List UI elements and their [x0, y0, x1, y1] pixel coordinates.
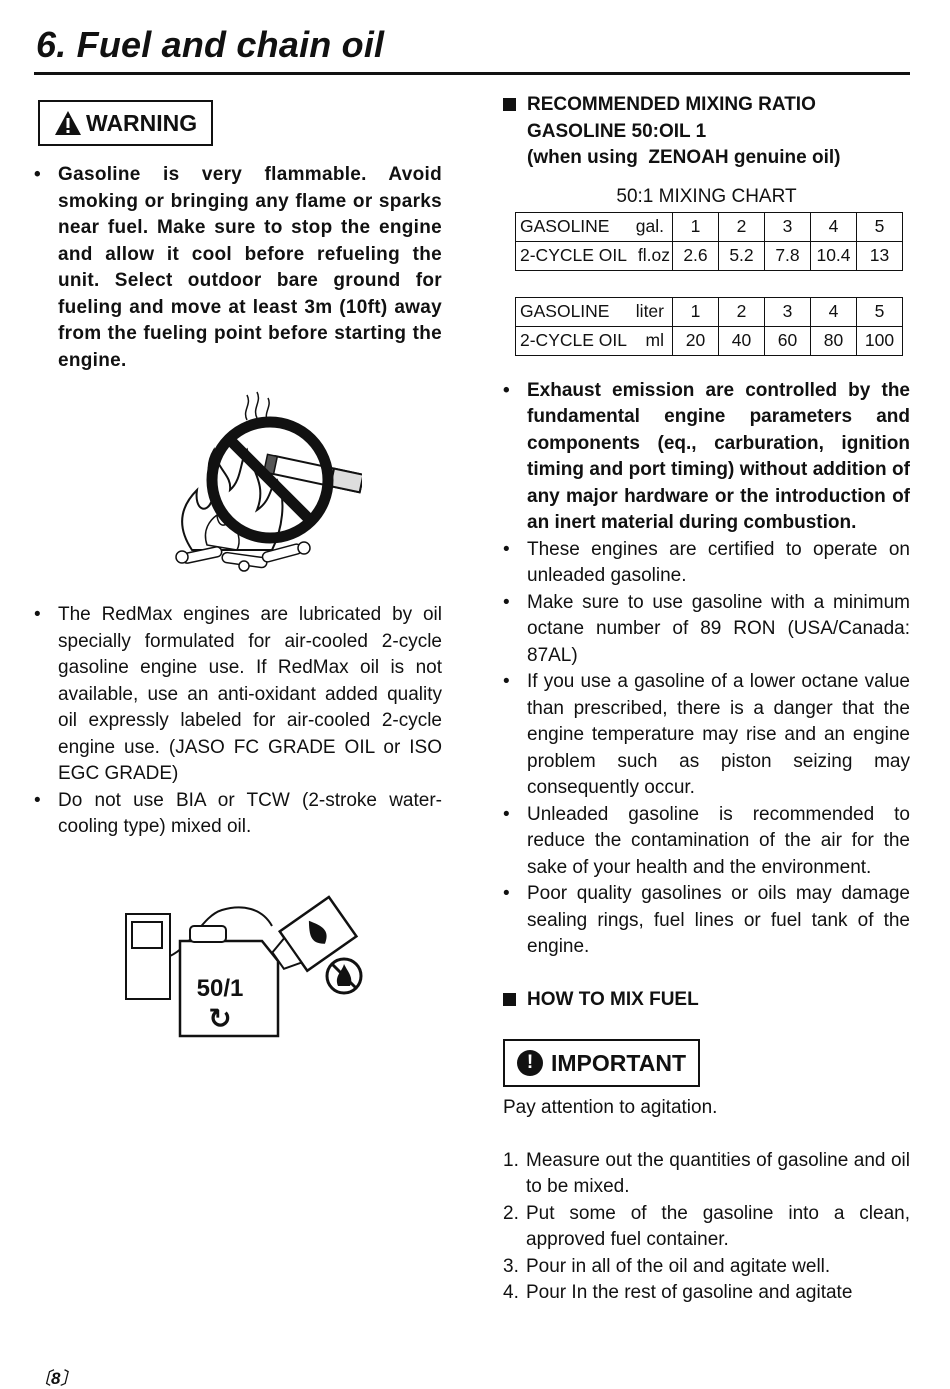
emission-list	[503, 378, 910, 961]
attention-text: Pay attention to agitation.	[503, 1097, 718, 1118]
can-label: 50/1	[196, 975, 244, 1002]
table-cell: 20	[673, 326, 719, 355]
important-box	[503, 1039, 700, 1087]
mixing-chart-title: 50:1 MIXING CHART	[616, 185, 797, 207]
table-cell: 10.4	[811, 241, 857, 270]
list-item: 4. Pour In the rest of gasoline and agitate	[503, 1282, 853, 1303]
table-cell: 5	[857, 212, 903, 241]
right-column	[503, 92, 910, 1307]
fuel-can-illustration	[122, 886, 372, 1046]
table-cell: 13	[857, 241, 903, 270]
table-cell: 4	[811, 297, 857, 326]
warning-list	[34, 162, 442, 374]
table-cell: 3	[765, 297, 811, 326]
table-cell: 7.8	[765, 241, 811, 270]
page-title: 6. Fuel and chain oil	[36, 24, 385, 65]
mixing-heading-line1: RECOMMENDED MIXING RATIO	[527, 94, 816, 115]
table-cell: 1	[673, 212, 719, 241]
table-cell: 4	[811, 212, 857, 241]
list-item: • Make sure to use gasoline with a minimum octane number of 89 RON (USA/Canada: 87AL)	[503, 590, 910, 670]
list-item: • Do not use BIA or TCW (2-stroke water-cooling type) mixed oil.	[34, 788, 442, 841]
title-rule	[34, 72, 910, 75]
table-cell: GASOLINE liter	[516, 297, 673, 326]
list-item: • Exhaust emission are controlled by the fundamental engine parameters and components (eq., carburation, ignition timing and port timing) without addition of any major hardware or the introduction of an inert material during combustion.	[503, 378, 910, 537]
list-item: • Unleaded gasoline is recommended to reduce the contamination of the air for the sake of your health and the environment.	[503, 802, 910, 882]
mixing-heading-line3: (when using ZENOAH genuine oil)	[527, 147, 841, 168]
list-item: 2. Put some of the gasoline into a clean, approved fuel container.	[503, 1202, 910, 1250]
table-cell: 2	[719, 212, 765, 241]
table-cell: 5	[857, 297, 903, 326]
table-row	[516, 297, 903, 326]
svg-text:↻: ↻	[208, 1002, 232, 1035]
mix-steps	[503, 1148, 910, 1307]
table-cell: 2.6	[673, 241, 719, 270]
table-cell: 60	[765, 326, 811, 355]
table-cell: 2-CYCLE OIL ml	[516, 326, 673, 355]
no-smoking-fire-icon	[152, 390, 362, 575]
list-item: • The RedMax engines are lubricated by oil specially formulated for air-cooled 2-cycle gasoline engine use. If RedMax oil is not available, use an anti-oxidant added quality oil expressly labeled for air-cooled 2-cycle engine use. (JASO FC GRADE OIL or ISO EGC GRADE)	[34, 602, 442, 788]
table-cell: 5.2	[719, 241, 765, 270]
table-cell: 2	[719, 297, 765, 326]
list-item: 3. Pour in all of the oil and agitate well.	[503, 1255, 831, 1277]
table-cell: 40	[719, 326, 765, 355]
list-item: • These engines are certified to operate on unleaded gasoline.	[503, 537, 910, 590]
warning-box	[38, 100, 213, 146]
left-column	[34, 100, 442, 1035]
mixing-table-us	[515, 212, 903, 271]
mixing-table-metric	[515, 297, 903, 356]
table-cell: 3	[765, 212, 811, 241]
table-cell: 2-CYCLE OIL fl.oz	[516, 241, 673, 270]
important-label: IMPORTANT	[551, 1049, 687, 1076]
table-cell: GASOLINE gal.	[516, 212, 673, 241]
how-to-mix-heading: HOW TO MIX FUEL	[503, 987, 910, 1014]
exclamation-icon: !	[517, 1050, 543, 1076]
warning-triangle-icon	[54, 110, 82, 136]
table-row	[516, 326, 903, 355]
table-cell: 80	[811, 326, 857, 355]
table-row	[516, 212, 903, 241]
mixing-heading	[503, 92, 910, 172]
mixing-heading-line2: GASOLINE 50:OIL 1	[527, 120, 707, 142]
warning-text: • Gasoline is very flammable. Avoid smoking or bringing any flame or sparks near fuel. Make sure to stop the engine and allow it cool before refueling the unit. Select outdoor bare ground for fueling and move at least 3m (10ft) away from the fueling point before starting the engine.	[34, 162, 442, 374]
table-cell: 1	[673, 297, 719, 326]
list-item: • Poor quality gasolines or oils may damage sealing rings, fuel lines or fuel tank of the engine.	[503, 881, 910, 961]
warning-label: WARNING	[86, 109, 198, 136]
list-item: 1. Measure out the quantities of gasoline and oil to be mixed.	[503, 1149, 910, 1197]
table-row	[516, 241, 903, 270]
table-cell: 100	[857, 326, 903, 355]
page-number: 〔8〕	[34, 1369, 78, 1388]
list-item: • If you use a gasoline of a lower octane value than prescribed, there is a danger that the engine temperature may rise and an engine problem such as piston seizing may consequently occur.	[503, 669, 910, 802]
oil-list	[34, 602, 442, 841]
